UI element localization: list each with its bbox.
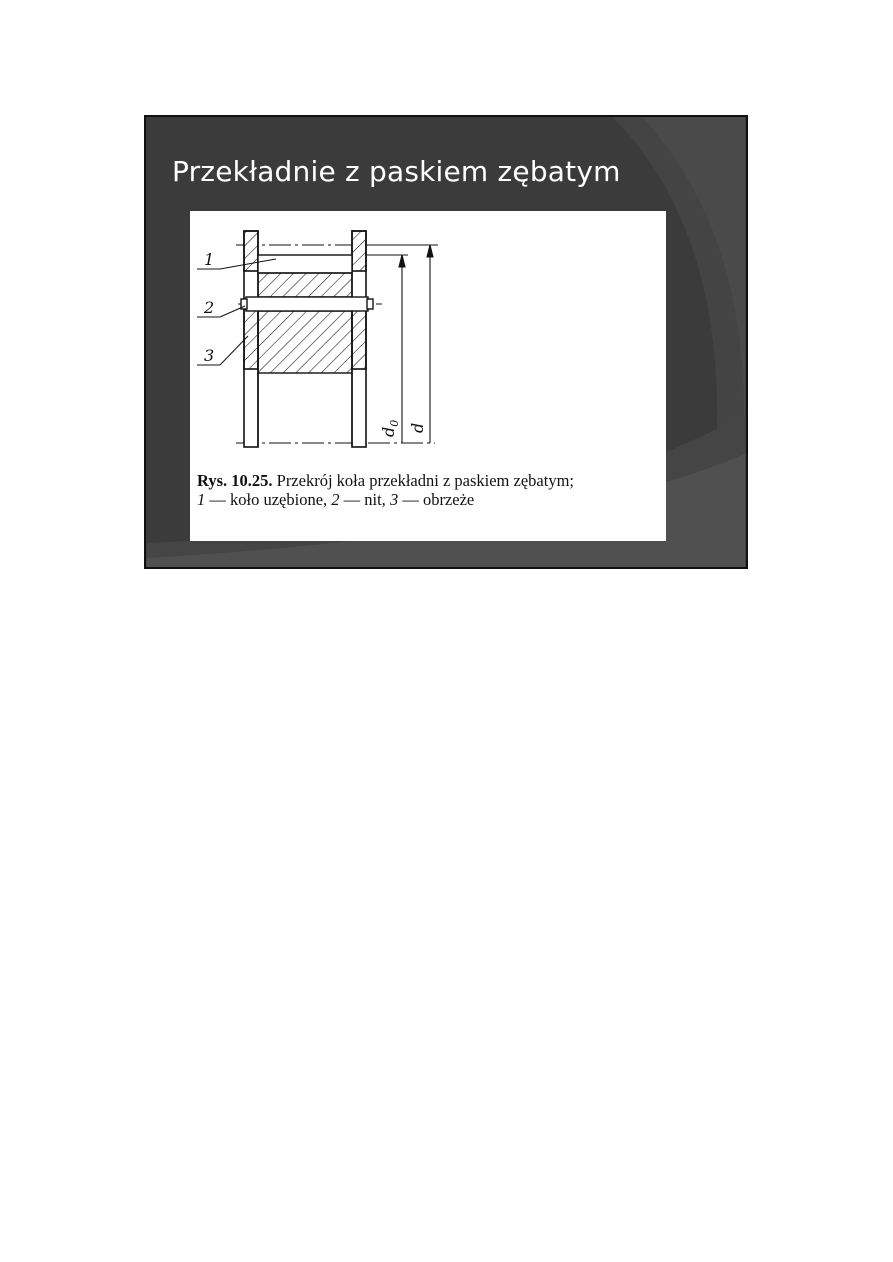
caption-line-1: [197, 471, 663, 490]
presentation-slide: [144, 115, 748, 569]
caption-part-number-3: 3: [389, 490, 399, 509]
dimension-label-d: d: [408, 422, 427, 433]
figure-caption: [197, 471, 663, 509]
slide-title: Przekładnie z paskiem zębatym: [172, 155, 621, 188]
caption-part-number-1: 1: [197, 490, 206, 509]
figure-panel: [190, 211, 666, 541]
dimension-d0: [399, 255, 405, 443]
caption-line-2: [197, 490, 663, 509]
part-label-3: 3: [204, 346, 215, 365]
part-label-1: 1: [204, 250, 215, 269]
caption-part-text-1: — koło uzębione,: [205, 490, 332, 509]
dimension-label-d0: $d_0$: [379, 419, 401, 437]
caption-part-number-2: 2: [331, 490, 340, 509]
dimension-d: [427, 245, 433, 443]
caption-figure-number: Rys. 10.25.: [197, 471, 273, 490]
right-flange: [352, 231, 366, 447]
rivet: [241, 297, 382, 311]
caption-part-text-2: — nit,: [339, 490, 390, 509]
toothed-wheel-body: [258, 255, 352, 447]
caption-title: Przekrój koła przekładni z paskiem zębatym;: [272, 471, 574, 490]
caption-part-text-3: — obrzeże: [398, 490, 475, 509]
part-label-2: 2: [204, 298, 215, 317]
